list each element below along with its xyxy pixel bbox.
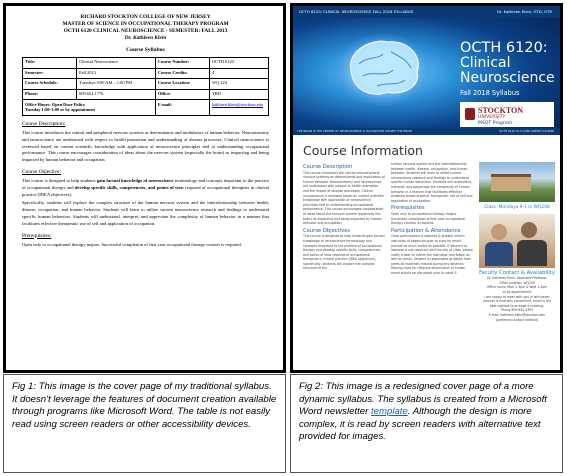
course-objective-text xyxy=(22,178,269,198)
table-row xyxy=(23,89,269,100)
faculty-contact-heading: Faculty Contact & Availability xyxy=(479,269,555,276)
course-information-heading: Course Information xyxy=(303,143,423,158)
section-text: This course introduces the central and peripheral nervous systems as determinants and modulators of human behavior. Neuroanatomy and neuroscience are understood with respect to health promotion and the impact of disease processes. Clinical neuroscience is reviewed based on current scientific knowledge with application of neuroscience principles tied to understanding occupational performance. This course encourages consideration of ideas about the nervous system (especially the brain) as impacting and being impacted by human behavior and occupation. xyxy=(303,170,385,226)
table-row xyxy=(23,68,269,79)
blue-stripe xyxy=(293,128,560,135)
faculty-line: Dr. Kathleen Klein, Associate Professor xyxy=(487,276,547,281)
objective-text-part: required of occupational therapists in clinical practice (IDEA objectives). xyxy=(22,184,269,197)
hero-banner xyxy=(293,6,560,128)
faculty-line: E-mail: kathleen.klein@stockton.edu xyxy=(488,312,546,317)
brain-image-icon xyxy=(333,30,433,108)
objective-bold-part: develop specific skills, competencies, and points of view xyxy=(74,184,184,190)
students-photo xyxy=(479,214,555,268)
template-link[interactable]: template xyxy=(370,406,408,417)
campus-building xyxy=(491,177,531,191)
student-body xyxy=(517,240,547,266)
section-text: human nervous system and the interrelationship between health, disease, occupation, and human behavior. Students will learn to utilize current neuroscience research and findings to understand specific human behaviors. Students will understand, interpret, and appreciate the complexity of human behavior in a manner that facilitates effective evidence-based practice, therapeutic use of self and application of occupation. xyxy=(391,162,473,203)
hero-course-label: OCTH 6120: CLINICAL NEUROSCIENCE FALL 2018 SYLLABUS xyxy=(299,9,414,14)
section-heading: Course Description xyxy=(303,164,353,170)
prerequisites-heading: Prerequisites: xyxy=(22,232,52,239)
table-cell: E-mail: xyxy=(155,100,209,116)
table-cell: Office: xyxy=(155,89,209,100)
faculty-line: manner is mutually convenient, email is the xyxy=(482,299,552,304)
table-cell: Phone: xyxy=(23,89,77,100)
table-cell: WQ 224 xyxy=(209,79,268,90)
column-2 xyxy=(391,162,473,276)
faculty-line: I am happy to meet with you in whichever xyxy=(484,294,550,299)
student-head xyxy=(521,222,537,238)
logo-sub: UNIVERSITY xyxy=(478,115,506,120)
section-text: Open only to occupational therapy majors. Successful completion of first year occupational therapy courses is required. xyxy=(391,211,466,226)
table-cell: Title: xyxy=(23,58,77,69)
objective-text-part: This course is designed to help students xyxy=(22,177,97,183)
course-objective-heading: Course Objective: xyxy=(22,168,62,175)
objective-text-part: terminology and concepts important to the practice of occupational therapy and xyxy=(22,177,269,190)
logo-program: MSOT Program xyxy=(478,121,513,126)
class-schedule: Class: Mondays 9-1 in WQ208 xyxy=(484,205,550,210)
table-cell: Course Location: xyxy=(155,79,209,90)
hero-title-line: OCTH 6120: xyxy=(460,40,548,56)
student-head xyxy=(491,224,507,240)
faculty-line: (preferred contact method) xyxy=(495,317,539,322)
course-objective-text-2: Specifically, students will explore the complex structure of the human nervous system and the interrelationship between health, disease, occupation, and human behavior. Students will learn to utilize current neuroscience research and findings to understand specific human behaviors. Students will understand, interpret, and appreciate the complexity of human behavior in a manner that facilitates effective therapeutic use of self and application of occupation. xyxy=(22,200,269,226)
course-description-heading: Course Description: xyxy=(22,120,66,127)
header-line-instructor: Dr. Kathleen Klein xyxy=(124,35,167,41)
course-info-table xyxy=(22,57,269,116)
column-1 xyxy=(303,162,385,271)
campus-photo xyxy=(479,162,555,202)
column-3 xyxy=(479,162,555,322)
objective-bold-part: gain factual knowledge of neuroscience xyxy=(96,177,174,183)
syllabus-header xyxy=(22,14,269,42)
faculty-line: Phone 609.652.4395 xyxy=(500,308,534,313)
section-text: Class participation is required & graded. Inform instructor of absences prior to class by email; provide as much notice as possible. If absence or lateness is not resolved until the day of class, please notify a peer to inform the instructor and follow up with an email. Student is responsible to obtain from peers all materials missed during any absence. Missing class for religious observation or known event should be discussed prior to week 3. xyxy=(391,234,473,276)
logo-name: STOCKTON xyxy=(478,106,524,115)
table-cell: Fall 2013 xyxy=(77,68,156,79)
section-heading: Prerequisites xyxy=(391,205,425,212)
section-heading: Course Objectives xyxy=(303,227,351,234)
redesigned-syllabus-page xyxy=(290,3,563,373)
faculty-line: best method to arrange a meeting. xyxy=(489,303,545,308)
table-cell: Course Credits: xyxy=(155,68,209,79)
hero-title-line: Neuroscience xyxy=(460,70,555,86)
table-cell: Course Number: xyxy=(155,58,209,69)
table-row xyxy=(23,79,269,90)
section-text: This course is designed to help students gain factual knowledge of neuroscience terminology and concepts important to the practice of occupational therapy and develop specific skills, competencies, and points of view required of occupational therapists in clinical practice (IDEA objectives). Specifically, students will explore the complex structure of the xyxy=(303,234,385,271)
header-line-program: MASTER OF SCIENCE IN OCCUPATIONAL THERAPY PROGRAM xyxy=(62,21,229,27)
email-cell xyxy=(209,100,268,116)
syllabus-title: Course Syllabus xyxy=(126,47,165,53)
faculty-line: or by appointment xyxy=(502,289,532,294)
header-line-college: RICHARD STOCKTON COLLEGE OF NEW JERSEY xyxy=(80,14,211,20)
stockton-logo xyxy=(460,102,554,127)
faculty-line: Office hours: Mon 1-3pm & Wed 1-3pm xyxy=(486,285,548,290)
caption-fig2-text-end: . Although the design is more complex, it is read by screen readers with alternative text provided for images. xyxy=(299,406,541,442)
faculty-line: Office location: WQ209 xyxy=(499,280,535,285)
caption-fig1: Fig 1: This image is the cover page of my traditional syllabus. It doesn't leverage the features of document creation available through programs like Microsoft Word. The table is not easily read using screen readers or other accessibility devices. xyxy=(3,374,286,473)
hero-top-bar xyxy=(293,6,560,18)
hero-subtitle: Fall 2018 Syllabus xyxy=(460,89,520,97)
student-body xyxy=(485,242,513,266)
office-hours-cell: Office Hours: Open Door Policy Tuesday 1:00-3:00 or by appointment xyxy=(23,100,156,116)
table-cell: Clinical Neuroscience xyxy=(77,58,156,69)
stripe-right-text: OCTH 6120 IS A CORE CREDIT COURSE xyxy=(499,129,554,133)
stockton-logo-mark-icon xyxy=(465,108,475,120)
table-cell: Course Schedule: xyxy=(23,79,77,90)
stripe-left-text: THE BRAIN IS THE CENTER OF NEUROSCIENCE & OCCUPATION SHAPES THE BRAIN xyxy=(297,129,412,133)
prerequisites-text: Open only to occupational therapy majors. Successful completion of first year occupational therapy courses is required. xyxy=(22,241,242,247)
caption-fig2 xyxy=(290,374,563,473)
table-cell: OCTH 6120 xyxy=(209,58,268,69)
table-cell: TBD xyxy=(209,89,268,100)
hero-title xyxy=(460,40,556,98)
table-cell: Tuesdays 9:00 AM – 1:00 PM xyxy=(77,79,156,90)
caption-fig2-text: Fig 2: This image is a redesigned cover page of a more dynamic syllabus. The syllabus is created from a Microsoft Word newsletter xyxy=(299,381,547,417)
email-link[interactable]: kathleen.klein@stockton.edu xyxy=(211,101,264,107)
table-row xyxy=(23,100,269,116)
header-line-course: OCTH 6120 CLINICAL NEUROSCIENCE - SEMESTER: FALL 2013 xyxy=(63,28,228,34)
hero-title-line: Clinical xyxy=(460,55,511,71)
table-cell: Semester: xyxy=(23,68,77,79)
table-cell: 609.652.1776 xyxy=(77,89,156,100)
hero-instructor-label: Dr. Kathleen Klein, OTD, OTR xyxy=(497,9,552,14)
section-heading: Participation & Attendance xyxy=(391,227,461,234)
traditional-syllabus-page xyxy=(3,3,286,373)
table-cell: 4 xyxy=(209,68,268,79)
course-description-text: This course introduces the central and peripheral nervous systems as determinants and modulators of human behavior. Neuroanatomy and neuroscience are understood with respect to health promotion and understanding of disease processes. Clinical neuroscience is reviewed based on current scientific knowledge with application of neuroscience principles tied to understanding occupational performance. This course encourages consideration of ideas about the nervous system (especially the brain) as impacting and being impacted by human behavior and occupation. xyxy=(22,129,269,163)
table-row xyxy=(23,58,269,69)
